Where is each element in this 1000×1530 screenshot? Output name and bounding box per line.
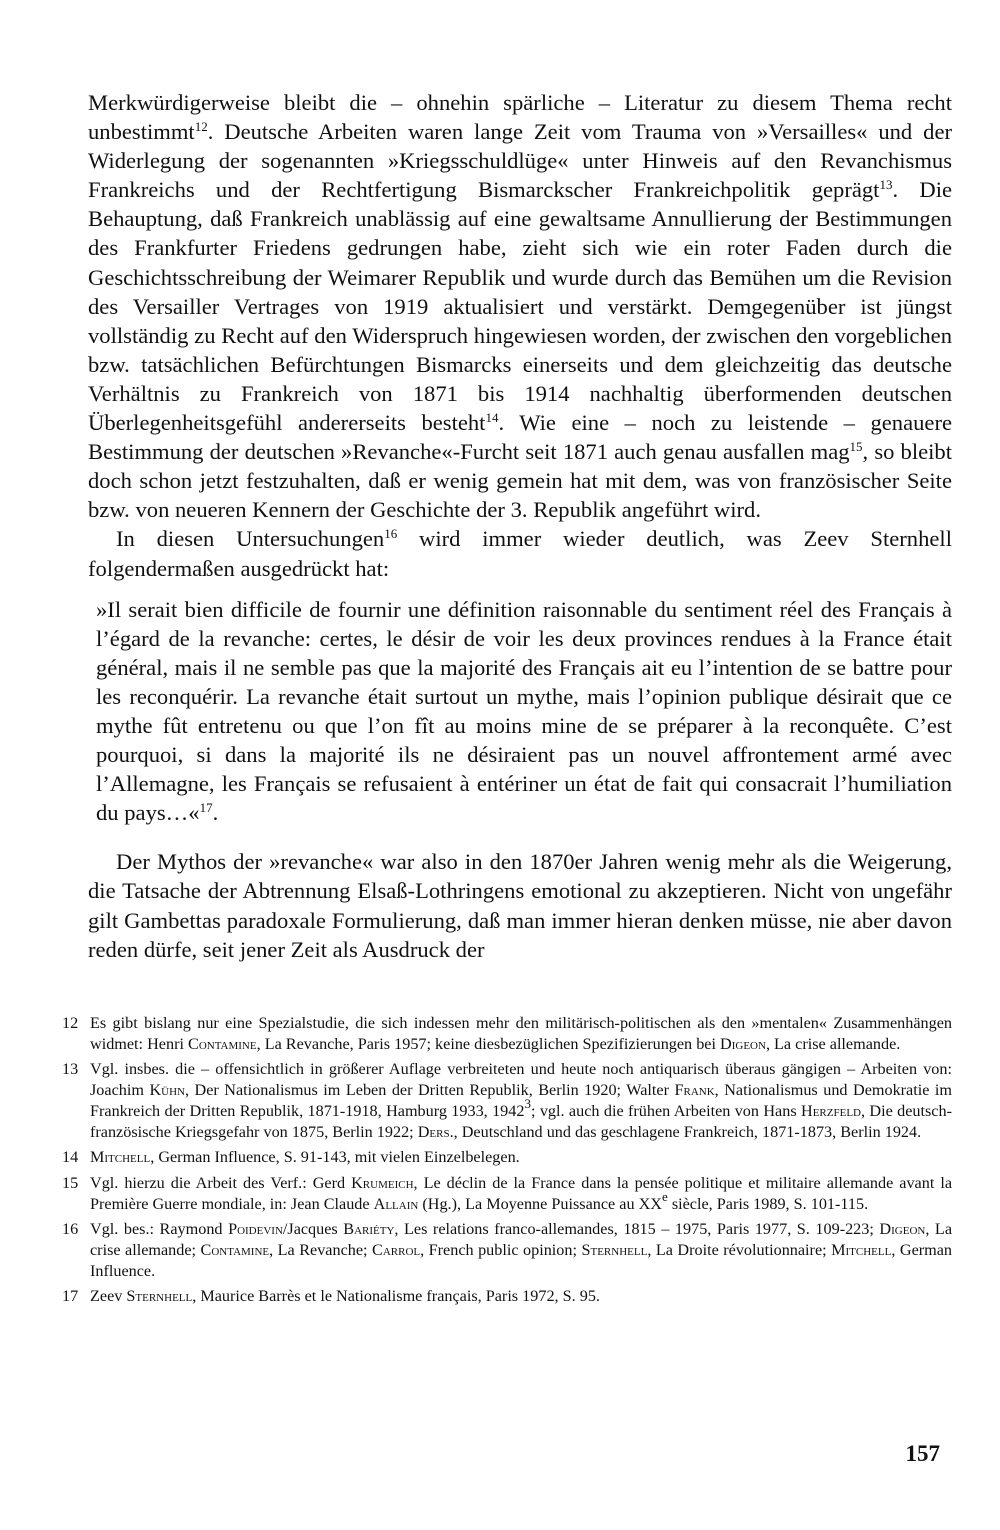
text-run: . Die Behauptung, daß Frankreich unablässig auf eine gewaltsame Annullierung der Bestimmungen des Frankfurter Friedens gedrungen habe, zieht sich wie ein roter Faden durch die Geschichtsschreibung der Weimarer Republik und wurde durch das Bemühen um die Revision des Versailler Vertrages von 1919 aktualisiert und verstärkt. Demgegenüber ist jüngst vollständig zu Recht auf den Widerspruch hingewiesen worden, der zwischen den vorgeblichen bzw. tatsächlichen Befürchtungen Bismarcks einerseits und dem gleichzeitig das deutsche Verhältnis zu Frankreich von 1871 bis 1914 nachhaltig überformenden deutschen Überlegenheitsgefühl andererseits besteht [88,177,952,436]
text-run: . Deutsche Arbeiten waren lange Zeit vom Trauma von »Versailles« und der Widerlegung der sogenannten »Kriegsschuldlüge« unter Hinweis auf den Revanchismus Frankreichs und der Rechtfertigung Bismarckscher Frankreichpolitik geprägt [88,119,952,203]
author-name: Kühn [149,1081,185,1100]
author-name: Sternhell [581,1241,648,1260]
author-name: Mitchell [90,1148,151,1167]
text-run: wird immer wieder deutlich, was Zeev Sternhell folgendermaßen ausgedrückt hat: [88,526,952,581]
footnote-text: Vgl. insbes. die – offensichtlich in größerer Auflage verbreiteten und heute noch antiquarisch überaus gängigen – Arbeiten von: Joachim Kühn, Der Nationalismus im Leben der Dritten Republik, Berlin 1920; Walter Frank, Nationalismus und Demokratie im Frankreich der Dritten Republik, 1871-1918, Hamburg 1933, 1942$^3$; vgl. auch die frühen Arbeiten von Hans Herzfeld, Die deutsch-französische Kriegsgefahr von 1875, Berlin 1922; Ders., Deutschland und das geschlagene Frankreich, 1871-1873, Berlin 1924. [90,1060,952,1141]
footnote-number: 15 [62,1173,79,1192]
footnote-12 [62,1013,952,1054]
author-name: Carrol [372,1241,421,1260]
footnote-text: Zeev Sternhell, Maurice Barrès et le Nationalisme français, Paris 1972, S. 95. [90,1287,600,1306]
text-run: Merkwürdigerweise bleibt die – ohnehin spärliche – Literatur zu diesem Thema recht unbestimmt [88,90,952,145]
footnote-text: Mitchell, German Influence, S. 91-143, mit vielen Einzelbelegen. [90,1148,520,1167]
text-run: »Il serait bien difficile de fournir une définition raisonnable du sentiment réel des Français à l’égard de la revanche: certes, le désir de voir les deux provinces rendues à la France était général, mais il ne semble pas que la majorité des Français ait eu l’intention de se battre pour les reconquérir. La revanche était surtout un mythe, mais l’opinion publique désirait que ce mythe fût entretenu ou que l’on fît au moins mine de se préparer à la reconquête. C’est pourquoi, si dans la majorité ils ne désiraient pas un nouvel affrontement armé avec l’Allemagne, les Français se refusaient à entériner un état de fait qui consacrait l’humiliation du pays…« [96,596,952,826]
page-number: 157 [905,1441,940,1466]
footnotes [62,1013,952,1312]
footnote-ref-12: 12 [194,119,208,135]
text-run: In diesen Untersuchungen [116,526,385,552]
author-name: Krumeich [351,1173,414,1192]
footnote-ref-16: 16 [384,526,398,542]
author-name: Bariéty [343,1220,395,1239]
footnote-16 [62,1219,952,1281]
footnote-text: Vgl. hierzu die Arbeit des Verf.: Gerd Krumeich, Le déclin de la France dans la pensée politique et militaire allemande avant la Première Guerre mondiale, in: Jean Claude Allain (Hg.), La Moyenne Puissance au XXe siècle, Paris 1989, S. 101-115. [90,1173,953,1213]
century-superscript: e [661,1188,668,1204]
footnote-14 [62,1147,952,1168]
edition-superscript: 3 [524,1095,531,1111]
footnote-ref-17: 17 [199,800,213,816]
footnote-ref-14: 14 [485,410,499,426]
author-name: Contamine [200,1241,270,1260]
author-name: Mitchell [831,1241,892,1260]
author-name: Digeon [879,1220,926,1239]
footnote-13 [62,1059,952,1142]
footnote-number: 13 [62,1060,79,1079]
footnote-number: 12 [62,1014,79,1032]
footnote-text: Es gibt bislang nur eine Spezialstudie, die sich indessen mehr den militärisch-politischen als den »mentalen« Zusammenhängen widmet: Henri Contamine, La Revanche, Paris 1957; keine diesbezüglichen Spezifizierungen bei Digeon, La crise allemande. [90,1014,952,1053]
author-name: Digeon [720,1034,766,1053]
author-name: Poidevin [228,1220,283,1239]
footnote-ref-15: 15 [849,439,863,455]
author-name: Herzfeld [801,1101,861,1120]
author-name: Sternhell [126,1287,193,1306]
text-run: . Wie eine – noch zu leistende – genauere Bestimmung der deutschen »Revanche«-Furcht seit 1871 auch genau ausfallen mag [88,410,952,465]
footnote-17 [62,1286,952,1307]
author-name: Ders. [417,1122,454,1141]
author-name: Allain [373,1194,419,1213]
footnote-number: 17 [62,1287,79,1306]
author-name: Contamine [188,1034,257,1053]
paragraph-2 [88,524,952,582]
body-text [88,88,952,964]
footnote-text: Vgl. bes.: Raymond Poidevin/Jacques Bariéty, Les relations franco-allemandes, 1815 – 1975, Paris 1977, S. 109-223; Digeon, La crise allemande; Contamine, La Revanche; Carrol, French public opinion; Sternhell, La Droite révolutionnaire; Mitchell, German Influence. [90,1220,953,1280]
footnote-number: 14 [62,1148,79,1167]
block-quote [96,595,952,828]
paragraph-3: Der Mythos der »revanche« war also in den 1870er Jahren wenig mehr als die Weigerung, die Tatsache der Abtrennung Elsaß-Lothringens emotional zu akzeptieren. Nicht von ungefähr gilt Gambettas paradoxale Formulierung, daß man immer hieran denken müsse, nie aber davon reden dürfe, seit jener Zeit als Ausdruck der [88,849,952,962]
paragraph-1 [88,88,952,524]
footnote-number: 16 [62,1220,79,1239]
footnote-15 [62,1173,952,1214]
footnote-ref-13: 13 [879,177,893,193]
text-run: , so bleibt doch schon jetzt festzuhalten, daß er wenig gemein hat mit dem, was von französischer Seite bzw. von neueren Kennern der Geschichte der 3. Republik angeführt wird. [88,439,952,523]
text-run: . [212,800,219,826]
author-name: Frank [674,1081,715,1100]
